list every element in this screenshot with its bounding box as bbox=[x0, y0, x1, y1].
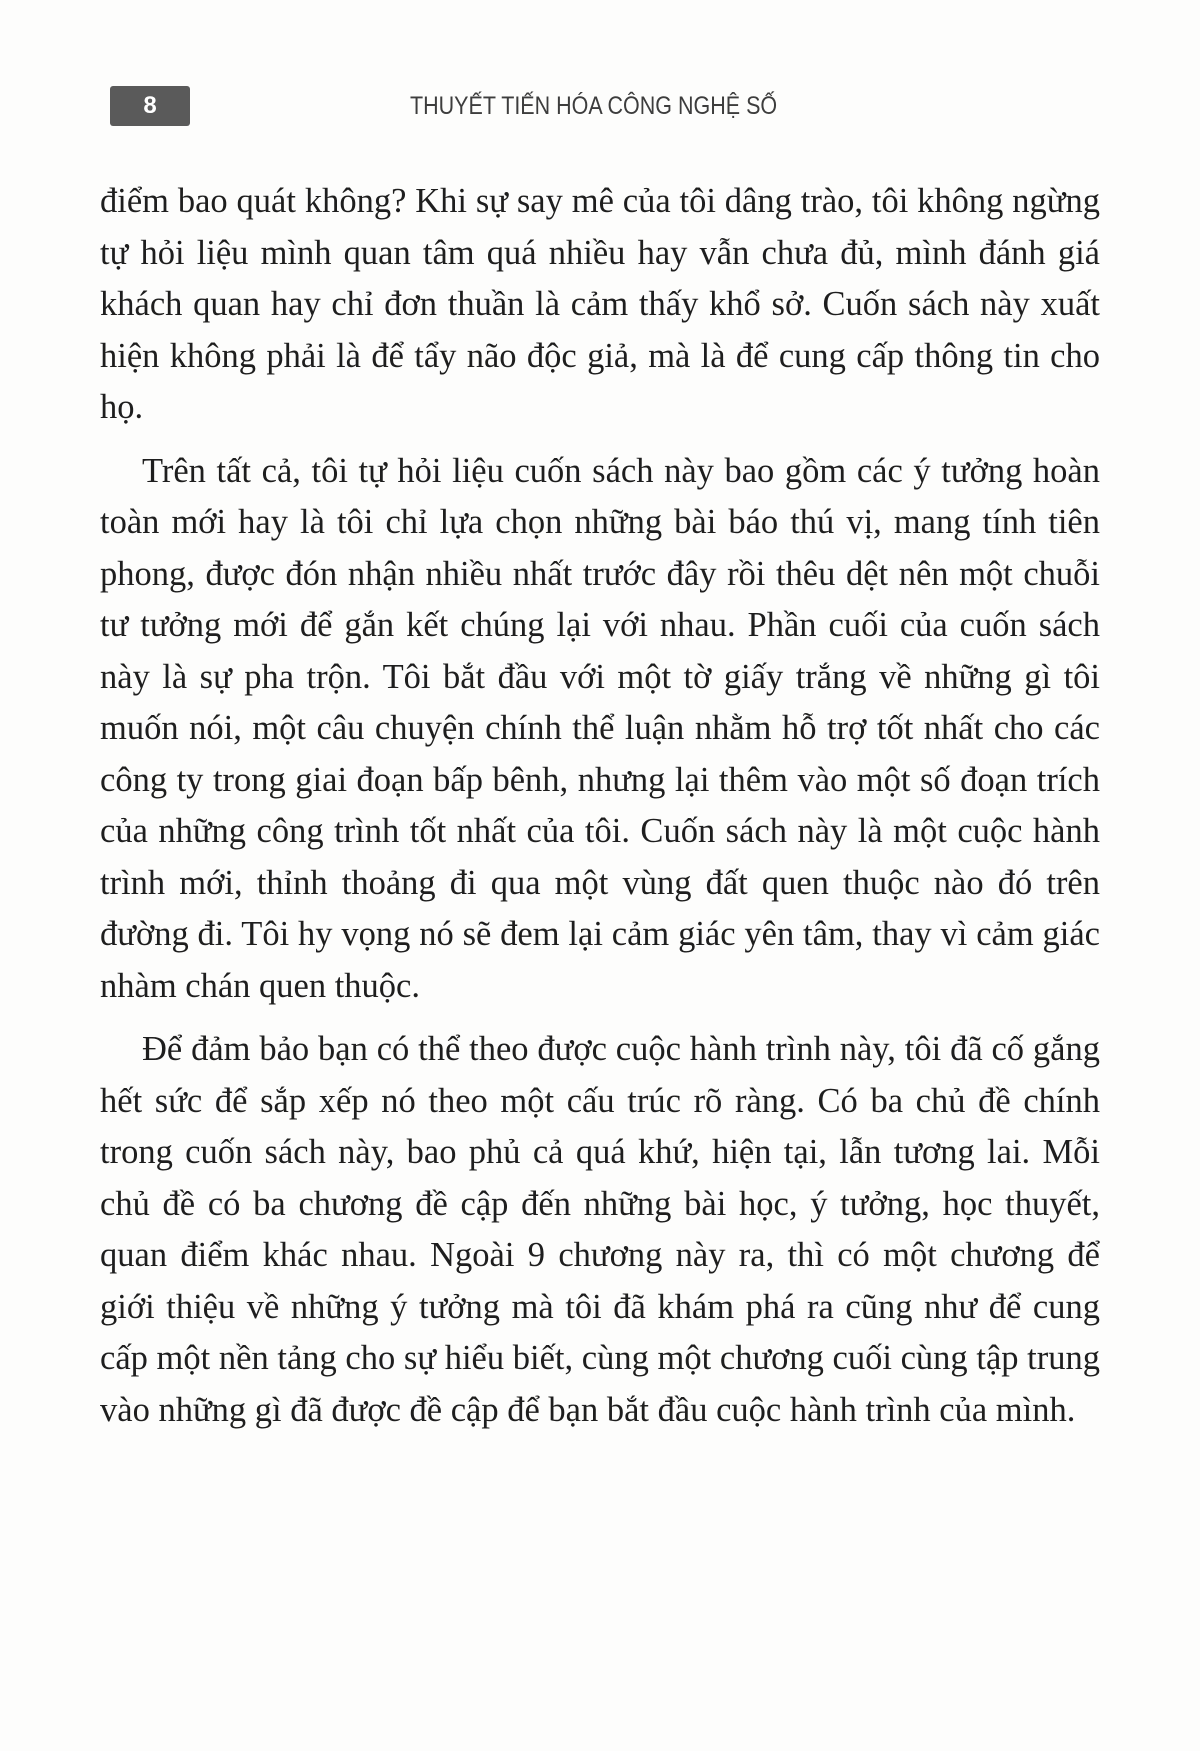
running-title: THUYẾT TIẾN HÓA CÔNG NGHỆ SỐ bbox=[410, 92, 778, 120]
paragraph-1: điểm bao quát không? Khi sự say mê của tôi dâng trào, tôi không ngừng tự hỏi liệu mình quan tâm quá nhiều hay vẫn chưa đủ, mình đánh giá khách quan hay chỉ đơn thuần là cảm thấy khổ sở. Cuốn sách này xuất hiện không phải là để tẩy não độc giả, mà là để cung cấp thông tin cho họ. bbox=[100, 182, 1100, 426]
body-text bbox=[100, 176, 1100, 1436]
page-number-badge: 8 bbox=[110, 86, 190, 126]
paragraph-2: Trên tất cả, tôi tự hỏi liệu cuốn sách này bao gồm các ý tưởng hoàn toàn mới hay là tôi chỉ lựa chọn những bài báo thú vị, mang tính tiên phong, được đón nhận nhiều nhất trước đây rồi thêu dệt nên một chuỗi tư tưởng mới để gắn kết chúng lại với nhau. Phần cuối của cuốn sách này là sự pha trộn. Tôi bắt đầu với một tờ giấy trắng về những gì tôi muốn nói, một câu chuyện chính thể luận nhằm hỗ trợ tốt nhất cho các công ty trong giai đoạn bấp bênh, nhưng lại thêm vào một số đoạn trích của những công trình tốt nhất của tôi. Cuốn sách này là một cuộc hành trình mới, thỉnh thoảng đi qua một vùng đất quen thuộc nào đó trên đường đi. Tôi hy vọng nó sẽ đem lại cảm giác yên tâm, thay vì cảm giác nhàm chán quen thuộc. bbox=[100, 451, 1100, 1005]
paragraph-3: Để đảm bảo bạn có thể theo được cuộc hành trình này, tôi đã cố gắng hết sức để sắp xếp nó theo một cấu trúc rõ ràng. Có ba chủ đề chính trong cuốn sách này, bao phủ cả quá khứ, hiện tại, lẫn tương lai. Mỗi chủ đề có ba chương đề cập đến những bài học, ý tưởng, học thuyết, quan điểm khác nhau. Ngoài 9 chương này ra, thì có một chương để giới thiệu về những ý tưởng mà tôi đã khám phá ra cũng như để cung cấp một nền tảng cho sự hiểu biết, cùng một chương cuối cùng tập trung vào những gì đã được đề cập để bạn bắt đầu cuộc hành trình của mình. bbox=[100, 1030, 1100, 1429]
page-header bbox=[110, 86, 1090, 130]
